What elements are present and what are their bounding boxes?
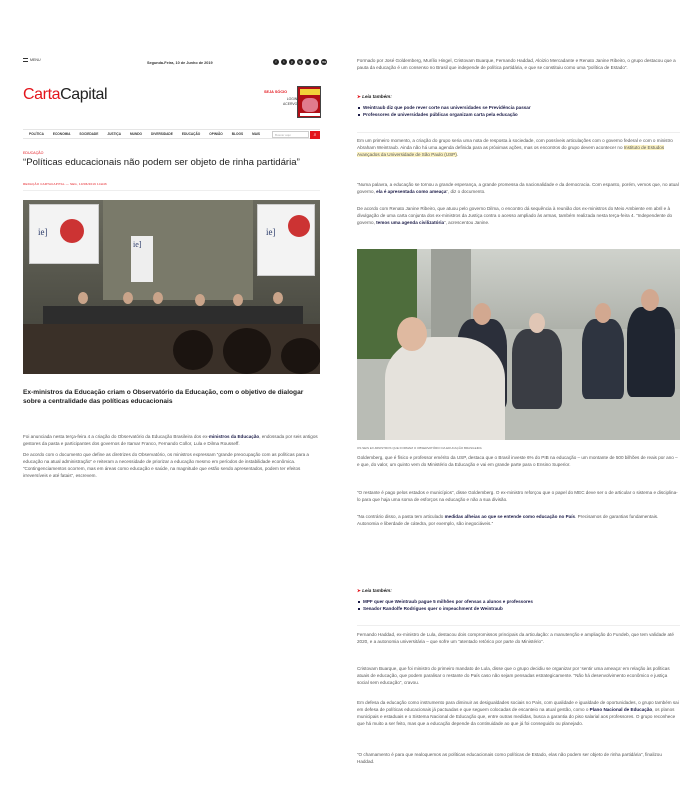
- paragraph-text: De acordo com o documento que define as diretrizes do Observatório, os ministros expressam “grande preocupação com as políticas para a educação na atual administração” e reiteram a necessidade de priorizar a educação mesmo em períodos de instabilidade econômica. “Contingenciamentos ocorrem, mas em áreas como educação e saúde, na magnitude que estão sendo apresentados, podem ter efeitos irreversíveis e até fatais”, escrevem.: [23, 451, 309, 478]
- divider: [23, 190, 320, 191]
- paragraph: [357, 182, 680, 196]
- nav-economia[interactable]: ECONOMIA: [52, 132, 71, 136]
- search-button[interactable]: [310, 131, 320, 139]
- paragraph-text: “Numa palavra, a educação se tornou a grande esperança, a grande promessa da nacionalidade e da democracia. Com espanto, porém, vemos que, no atual governo,: [357, 182, 679, 194]
- article-category[interactable]: EDUCAÇÃO: [23, 151, 44, 155]
- nav-opiniao[interactable]: OPINIÃO: [209, 132, 223, 136]
- related-links-1: [357, 94, 680, 118]
- nav-politica[interactable]: POLÍTICA: [29, 132, 44, 136]
- logo-part-carta: Carta: [23, 86, 61, 103]
- article-lead: Ex-ministros da Educação criam o Observatório da Educação, com o objetivo de dialogar sobre a centralidade das políticas educacionais: [23, 389, 304, 405]
- paragraph-text: ”, acrescentou Janine.: [444, 219, 490, 225]
- link-iea-usp[interactable]: Instituto de Estudos Avançados da Universidade de São Paulo (USP): [357, 144, 665, 157]
- menu-label: MENU: [30, 58, 41, 62]
- link-medidas-alheias[interactable]: medidas alheias ao que se entende como educação no País: [444, 514, 576, 519]
- paragraph: Cristovam Buarque, que foi ministro do primeiro mandato de Lula, disse que o grupo decidiu se organizar por ‘sentir uma ameaça’ em relação às políticas atuais de educação, que podem paralisar o restante do País caso não sejam pensadas estrategicamente. “Não há desenvolvimento econômico e justiça social sem educação”, cravou.: [357, 666, 670, 685]
- photo-caption: OS SEIS EX-MINISTROS QUE FORMAM O OBSERVATÓRIO DA EDUCAÇÃO BRASILEIRA: [357, 446, 482, 450]
- related-link[interactable]: Senador Randolfe Rodrigues quer o impeachment de Weintraub: [357, 605, 680, 612]
- paragraph: “O restante é pago pelos estados e municípios”, disse Goldemberg. O ex-ministro reforçou que o papel do MEC deve ser o de articular o sistema e disciplina-lo para que haja uma soma de esforços na educação e não a sua divisão.: [357, 490, 678, 502]
- search-icon: ⌕: [313, 132, 317, 138]
- paragraph: [357, 700, 680, 728]
- link-agenda-civilizatoria[interactable]: temos uma agenda civilizatória: [376, 219, 445, 225]
- link-plano-nacional[interactable]: Plano Nacional de Educação: [589, 706, 653, 712]
- nav-educacao[interactable]: EDUCAÇÃO: [181, 132, 201, 136]
- paragraph-text: , endossada por seis antigos gestores da pasta e participantes dos governos de Itamar Franco, Fernando Collor, Lula e Dilma Rousseff.: [23, 434, 318, 446]
- nav-blogs[interactable]: BLOGS: [231, 132, 244, 136]
- related-link[interactable]: Weintraub diz que pode rever corte nas universidades se Previdência passar: [357, 104, 680, 111]
- acervo-link[interactable]: ACERVO: [283, 102, 298, 106]
- paragraph-text: “Na contrário disso, a pasta tem articulado: [357, 514, 445, 519]
- paragraph-text: De acordo com Renato Janine Ribeiro, que atuou pelo governo Dilma, o encontro dá sequência à reunião dos ex-ministros do Meio Ambiente em abril e à divulgação de uma carta conjunta dos ex-ministros da Justiça contra o acesso ampliado às armas, também realizada nesta terça-feira 4. “Independente do governo,: [357, 206, 673, 225]
- paragraph-text: Em um primeiro momento, a criação do grupo seria uma nota de resposta à sociedade, com possíveis articulações com o governo federal e com o ministro Abraham Weintraub. Ainda não há uma agenda definida para as próximas ações, mas os encontros do grupo devem acontecer no: [357, 138, 673, 150]
- paragraph-text: ”, diz o documento.: [446, 188, 486, 194]
- paragraph: [357, 206, 680, 227]
- article-photo-event: ie] ie] ie]: [23, 200, 320, 374]
- article-photo-ministers: [357, 249, 680, 440]
- instagram-icon[interactable]: ig: [298, 60, 302, 64]
- article-byline: REDAÇÃO CARTACAPITAL — SEG, 10/06/2019 14H46: [23, 182, 107, 186]
- linkedin-icon[interactable]: in: [306, 60, 310, 64]
- site-logo[interactable]: [23, 86, 107, 104]
- article-title: “Políticas educacionais não podem ser objeto de rinha partidária”: [23, 157, 300, 168]
- related-links-2: [357, 588, 680, 612]
- login-link[interactable]: LOGIN: [286, 97, 298, 101]
- subscribe-link[interactable]: SEJA SÓCIO: [264, 90, 288, 94]
- account-links: [283, 97, 297, 107]
- article-body-left: [23, 434, 320, 479]
- logo-part-capital: Capital: [60, 86, 108, 103]
- nav-justica[interactable]: JUSTIÇA: [107, 132, 121, 136]
- arrow-icon: ➤: [357, 94, 363, 99]
- nav-mundo[interactable]: MUNDO: [130, 132, 143, 136]
- related-label: Leia também:: [362, 94, 392, 99]
- paragraph-text: , os planos municipais e estaduais e o Sistema Nacional de Educação que, entre outras medidas, busca a garantia do piso salarial aos professores. O grupo reconhece que há muito a ser feito, mas que a educação depende da continuidade ao que já foi conseguido ou planejado.: [357, 706, 676, 726]
- divider: [357, 132, 680, 133]
- youtube-icon[interactable]: y: [289, 59, 295, 65]
- paragraph: Goldemberg, que é físico e professor emérito da USP, destaca que o Brasil investe 6% do PIB na educação – um montante de 500 bilhões de reais por ano – e que, do valor, um quinto vem do Ministério da Educação e vai em grande parte para o Ensino Superior.: [357, 455, 678, 467]
- current-date: Segunda-Feira, 10 de Junho de 2019: [147, 61, 213, 65]
- magazine-cover[interactable]: [297, 86, 321, 118]
- facebook-icon[interactable]: f: [273, 59, 279, 65]
- related-link[interactable]: MPF quer que Weintraub pague 5 milhões por ofensas a alunos e professores: [357, 598, 680, 605]
- paragraph: Fernando Haddad, ex-ministro de Lula, destacou dois compromissos principais da articulação: a manutenção e ampliação do Fundeb, que tem validade até 2020, e a autonomia universitária – que sofre um “atentado retórico por parte do Ministério”.: [357, 632, 674, 644]
- link-ameaca[interactable]: ela é apresentada como ameaça: [376, 188, 447, 194]
- nav-sociedade[interactable]: SOCIEDADE: [79, 132, 99, 136]
- related-link[interactable]: Professores de universidades públicas organizam carta pela educação: [357, 111, 680, 118]
- nav-diversidade[interactable]: DIVERSIDADE: [151, 132, 173, 136]
- paragraph: Formado por José Goldemberg, Murílio Hingel, Cristovam Buarque, Fernando Haddad, Aloizio Mercadante e Renato Janine Ribeiro, o grupo destacou que a pauta da educação é um consenso no Brasil que independe de política partidária, e que se constituiu como uma “política de Estado”.: [357, 58, 676, 70]
- paragraph: [357, 138, 680, 159]
- pinterest-icon[interactable]: p: [313, 59, 319, 65]
- nav-mais[interactable]: MAIS: [252, 132, 261, 136]
- related-label: Leia também:: [362, 588, 392, 593]
- paragraph: “O chamamento é para que realoquemos as políticas educacionais como políticas de Estado, elas não podem ser objeto de rinha partidária”, finalizou Haddad.: [357, 752, 662, 764]
- divider: [357, 625, 680, 626]
- rss-icon[interactable]: rss: [321, 60, 327, 64]
- paragraph: [357, 514, 680, 528]
- paragraph-text: . Precisamos de garantias fundamentais. Autonomia e liberdade de cátedra, por exemplo, são inegociáveis.”: [357, 514, 659, 526]
- twitter-icon[interactable]: t: [281, 59, 287, 65]
- link-ministros-educacao[interactable]: ministros da Educação: [208, 434, 260, 439]
- search-input[interactable]: Buscar aqui: [272, 131, 309, 138]
- paragraph-text: .: [456, 151, 459, 157]
- social-icons: [273, 59, 327, 65]
- paragraph-text: Foi anunciada nesta terça-feira 4 a criação do Observatório da Educação Brasileira dos ex-: [23, 434, 209, 439]
- paragraph-text: Em defesa da educação como instrumento para diminuir as desigualdades sociais no País, com qualidade e igualdade de oportunidades, o grupo também sai em defesa de políticas educacionais já pactuadas e que seguem colocadas de escanteio na atual gestão, como o: [357, 700, 679, 712]
- arrow-icon: ➤: [357, 588, 363, 593]
- hamburger-icon: [23, 58, 28, 62]
